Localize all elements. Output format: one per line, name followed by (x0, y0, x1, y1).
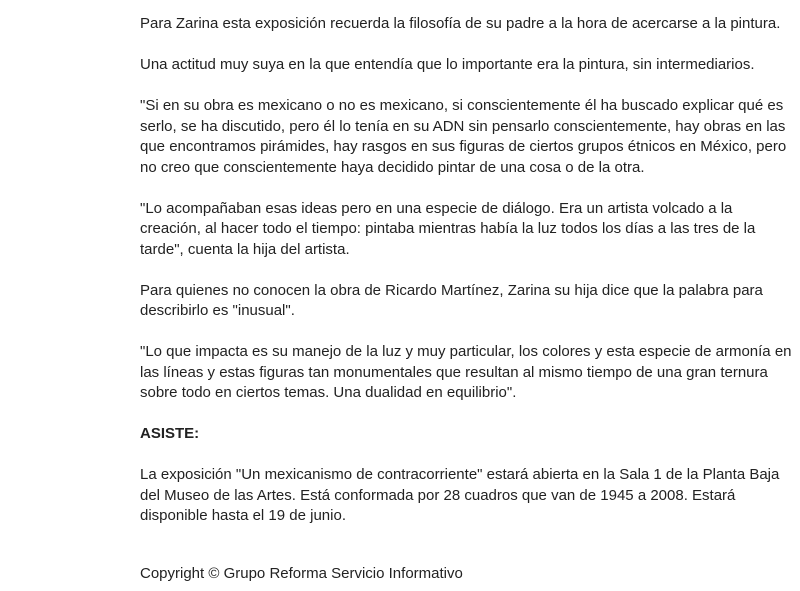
article-body (140, 14, 796, 547)
paragraph-zarina-philosophy: Para Zarina esta exposición recuerda la filosofía de su padre a la hora de acercarse a la pintura. (140, 15, 781, 32)
paragraph-quote-mexican: "Si en su obra es mexicano o no es mexicano, si conscientemente él ha buscado explicar qué es serlo, se ha discutido, pero él lo tenía en su ADN sin pensarlo conscientemente, hay obras en las que encontramos pirámides, hay rasgos en sus figuras de ciertos grupos étnicos en México, pero no creo que conscientemente haya decidido pintar de una cosa o de la otra. (140, 97, 787, 176)
section-heading-asiste: ASISTE: (140, 425, 200, 442)
paragraph-event-info: La exposición "Un mexicanismo de contracorriente" estará abierta en la Sala 1 de la Planta Baja del Museo de las Artes. Está conformada por 28 cuadros que van de 1945 a 2008. Estará disponible hasta el 19 de junio. (140, 466, 780, 524)
copyright-notice: Copyright © Grupo Reforma Servicio Informativo (140, 565, 463, 582)
paragraph-unusual: Para quienes no conocen la obra de Ricardo Martínez, Zarina su hija dice que la palabra para describirlo es "inusual". (140, 281, 763, 319)
paragraph-quote-dialogue: "Lo acompañaban esas ideas pero en una especie de diálogo. Era un artista volcado a la creación, al hacer todo el tiempo: pintaba mientras había la luz todos los días a las tres de la tarde", cuenta la hija del artista. (140, 199, 756, 258)
paragraph-attitude: Una actitud muy suya en la que entendía que lo importante era la pintura, sin intermediarios. (140, 56, 755, 73)
paragraph-quote-light: "Lo que impacta es su manejo de la luz y muy particular, los colores y esta especie de armonía en las líneas y estas figuras tan monumentales que resultan al mismo tiempo de una gran ternura sobre todo en ciertos temas. Una dualidad en equilibrio". (140, 343, 792, 401)
